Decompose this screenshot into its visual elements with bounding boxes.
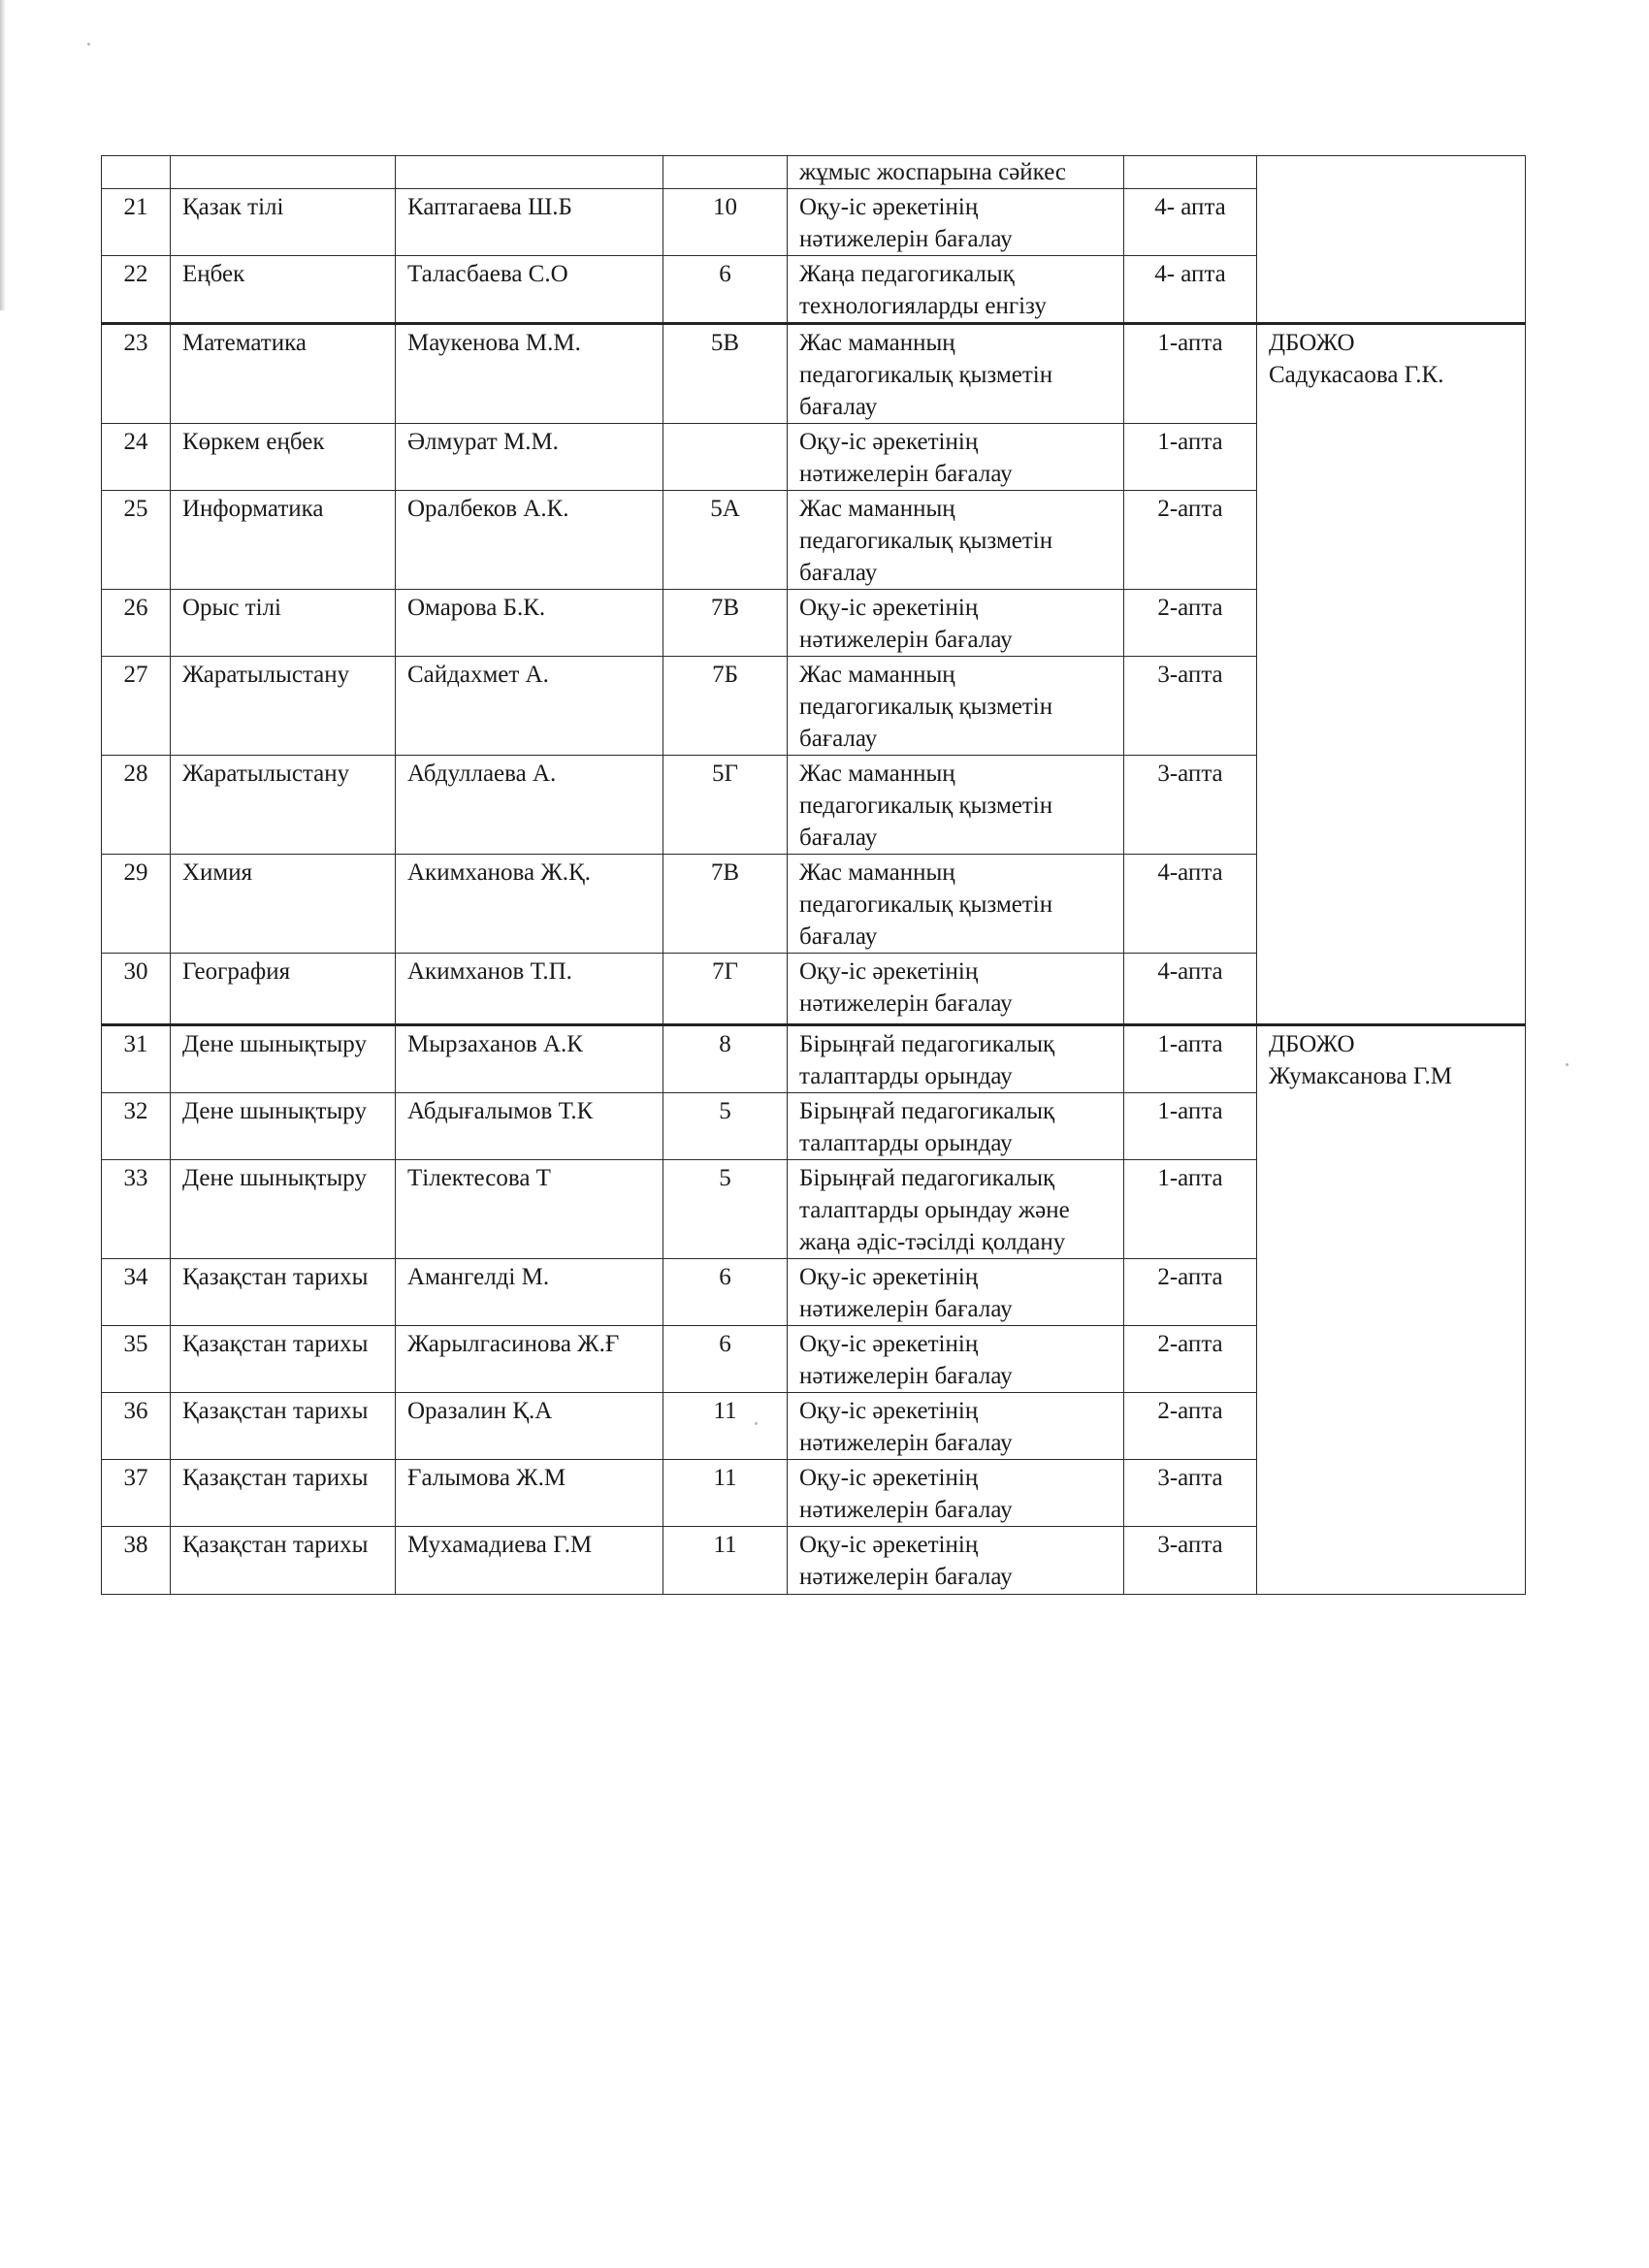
class-cell: 5В: [663, 324, 788, 424]
teacher-cell: Сайдахмет А.: [396, 657, 663, 756]
purpose-cell: Бірыңғай педагогикалық талаптарды орындау: [788, 1093, 1124, 1160]
purpose-cell: Оқу-іс әрекетінің нәтижелерін бағалау: [788, 1527, 1124, 1595]
teacher-cell: Каптагаева Ш.Б: [396, 189, 663, 256]
subject-cell: Информатика: [171, 491, 396, 590]
subject-cell: Еңбек: [171, 256, 396, 324]
scan-speck: [1566, 1063, 1568, 1066]
row-number: 29: [102, 855, 171, 954]
teacher-cell: Омарова Б.К.: [396, 590, 663, 657]
purpose-cell: Жас маманның педагогикалық қызметін бағалау: [788, 491, 1124, 590]
week-cell: 1-апта: [1124, 1025, 1257, 1093]
week-cell: 3-апта: [1124, 1460, 1257, 1527]
teacher-cell: Әлмурат М.М.: [396, 424, 663, 491]
week-cell: 1-апта: [1124, 1160, 1257, 1259]
teacher-cell: Амангелді М.: [396, 1259, 663, 1326]
row-number: 34: [102, 1259, 171, 1326]
purpose-cell: Оқу-іс әрекетінің нәтижелерін бағалау: [788, 189, 1124, 256]
scan-edge-shadow: [0, 0, 6, 310]
row-number: 30: [102, 954, 171, 1025]
week-cell: 1-апта: [1124, 424, 1257, 491]
row-number: 24: [102, 424, 171, 491]
purpose-cell: Бірыңғай педагогикалық талаптарды орындау: [788, 1025, 1124, 1093]
row-number: 31: [102, 1025, 171, 1093]
purpose-cell: Оқу-іс әрекетінің нәтижелерін бағалау: [788, 1326, 1124, 1393]
responsible-name: Садукасаова Г.К.: [1269, 362, 1444, 388]
responsible-cell: [1257, 1025, 1526, 1595]
subject-cell: Қазақстан тарихы: [171, 1393, 396, 1460]
week-cell: 2-апта: [1124, 1393, 1257, 1460]
teacher-cell: Жарылгасинова Ж.Ғ: [396, 1326, 663, 1393]
class-cell: 5: [663, 1160, 788, 1259]
row-number: 36: [102, 1393, 171, 1460]
row-number: 22: [102, 256, 171, 324]
row-number: 32: [102, 1093, 171, 1160]
subject-cell: Дене шынықтыру: [171, 1093, 396, 1160]
purpose-cell: Оқу-іс әрекетінің нәтижелерін бағалау: [788, 1393, 1124, 1460]
row-number: 26: [102, 590, 171, 657]
week-cell: [1124, 156, 1257, 189]
subject-cell: Қазақстан тарихы: [171, 1527, 396, 1595]
class-cell: 5Г: [663, 756, 788, 855]
teacher-cell: Мырзаханов А.К: [396, 1025, 663, 1093]
row-number: 33: [102, 1160, 171, 1259]
row-number: 37: [102, 1460, 171, 1527]
class-cell: 6: [663, 1326, 788, 1393]
class-cell: [663, 424, 788, 491]
purpose-cell: Оқу-іс әрекетінің нәтижелерін бағалау: [788, 954, 1124, 1025]
subject-cell: Химия: [171, 855, 396, 954]
teacher-cell: Абдуллаева А.: [396, 756, 663, 855]
purpose-cell: Оқу-іс әрекетінің нәтижелерін бағалау: [788, 590, 1124, 657]
responsible-cell: [1257, 324, 1526, 1025]
responsible-name: Жумаксанова Г.М: [1269, 1063, 1452, 1089]
purpose-cell: Бірыңғай педагогикалық талаптарды орындау және жаңа әдіс-тәсілді қолдану: [788, 1160, 1124, 1259]
teacher-cell: [396, 156, 663, 189]
class-cell: 6: [663, 256, 788, 324]
subject-cell: Дене шынықтыру: [171, 1160, 396, 1259]
responsible-role: ДБОЖО: [1269, 1031, 1355, 1057]
week-cell: 2-апта: [1124, 1326, 1257, 1393]
row-number: [102, 156, 171, 189]
row-number: 27: [102, 657, 171, 756]
subject-cell: Көркем еңбек: [171, 424, 396, 491]
subject-cell: [171, 156, 396, 189]
week-cell: 3-апта: [1124, 1527, 1257, 1595]
subject-cell: География: [171, 954, 396, 1025]
week-cell: 4-апта: [1124, 954, 1257, 1025]
teacher-cell: Оралбеков А.К.: [396, 491, 663, 590]
class-cell: 11: [663, 1460, 788, 1527]
row-number: 23: [102, 324, 171, 424]
purpose-cell: Оқу-іс әрекетінің нәтижелерін бағалау: [788, 1460, 1124, 1527]
week-cell: 1-апта: [1124, 1093, 1257, 1160]
table-row: [102, 1025, 1526, 1093]
class-cell: 7В: [663, 855, 788, 954]
subject-cell: Қазак тілі: [171, 189, 396, 256]
responsible-role: ДБОЖО: [1269, 330, 1355, 356]
row-number: 25: [102, 491, 171, 590]
subject-cell: Қазақстан тарихы: [171, 1460, 396, 1527]
week-cell: 3-апта: [1124, 756, 1257, 855]
subject-cell: Орыс тілі: [171, 590, 396, 657]
responsible-cell: [1257, 156, 1526, 324]
teacher-cell: Акимханова Ж.Қ.: [396, 855, 663, 954]
week-cell: 2-апта: [1124, 1259, 1257, 1326]
class-cell: 8: [663, 1025, 788, 1093]
purpose-cell: жұмыс жоспарына сәйкес: [788, 156, 1124, 189]
purpose-cell: Жас маманның педагогикалық қызметін бағалау: [788, 657, 1124, 756]
scan-speck: [87, 43, 90, 46]
week-cell: 4- апта: [1124, 256, 1257, 324]
class-cell: 7В: [663, 590, 788, 657]
row-number: 35: [102, 1326, 171, 1393]
subject-cell: Қазақстан тарихы: [171, 1326, 396, 1393]
purpose-cell: Жаңа педагогикалық технологияларды енгізу: [788, 256, 1124, 324]
table-row: [102, 156, 1526, 189]
class-cell: 7Б: [663, 657, 788, 756]
class-cell: 5А: [663, 491, 788, 590]
teacher-cell: Оразалин Қ.А: [396, 1393, 663, 1460]
purpose-cell: Жас маманның педагогикалық қызметін бағалау: [788, 855, 1124, 954]
table-row: [102, 324, 1526, 424]
class-cell: 11: [663, 1393, 788, 1460]
teacher-cell: Ғалымова Ж.М: [396, 1460, 663, 1527]
class-cell: 5: [663, 1093, 788, 1160]
teacher-cell: Абдығалымов Т.К: [396, 1093, 663, 1160]
teacher-cell: Тілектесова Т: [396, 1160, 663, 1259]
subject-cell: Жаратылыстану: [171, 657, 396, 756]
week-cell: 2-апта: [1124, 590, 1257, 657]
subject-cell: Математика: [171, 324, 396, 424]
teacher-cell: Маукенова М.М.: [396, 324, 663, 424]
row-number: 28: [102, 756, 171, 855]
week-cell: 4- апта: [1124, 189, 1257, 256]
teacher-cell: Акимханов Т.П.: [396, 954, 663, 1025]
row-number: 21: [102, 189, 171, 256]
row-number: 38: [102, 1527, 171, 1595]
teacher-cell: Мухамадиева Г.М: [396, 1527, 663, 1595]
week-cell: 1-апта: [1124, 324, 1257, 424]
subject-cell: Қазақстан тарихы: [171, 1259, 396, 1326]
teacher-cell: Таласбаева С.О: [396, 256, 663, 324]
week-cell: 3-апта: [1124, 657, 1257, 756]
class-cell: 6: [663, 1259, 788, 1326]
inspection-schedule-table: [101, 155, 1526, 1595]
purpose-cell: Оқу-іс әрекетінің нәтижелерін бағалау: [788, 424, 1124, 491]
class-cell: [663, 156, 788, 189]
class-cell: 11: [663, 1527, 788, 1595]
subject-cell: Дене шынықтыру: [171, 1025, 396, 1093]
subject-cell: Жаратылыстану: [171, 756, 396, 855]
class-cell: 10: [663, 189, 788, 256]
purpose-cell: Жас маманның педагогикалық қызметін бағалау: [788, 756, 1124, 855]
week-cell: 4-апта: [1124, 855, 1257, 954]
purpose-cell: Оқу-іс әрекетінің нәтижелерін бағалау: [788, 1259, 1124, 1326]
purpose-cell: Жас маманның педагогикалық қызметін бағалау: [788, 324, 1124, 424]
week-cell: 2-апта: [1124, 491, 1257, 590]
class-cell: 7Г: [663, 954, 788, 1025]
